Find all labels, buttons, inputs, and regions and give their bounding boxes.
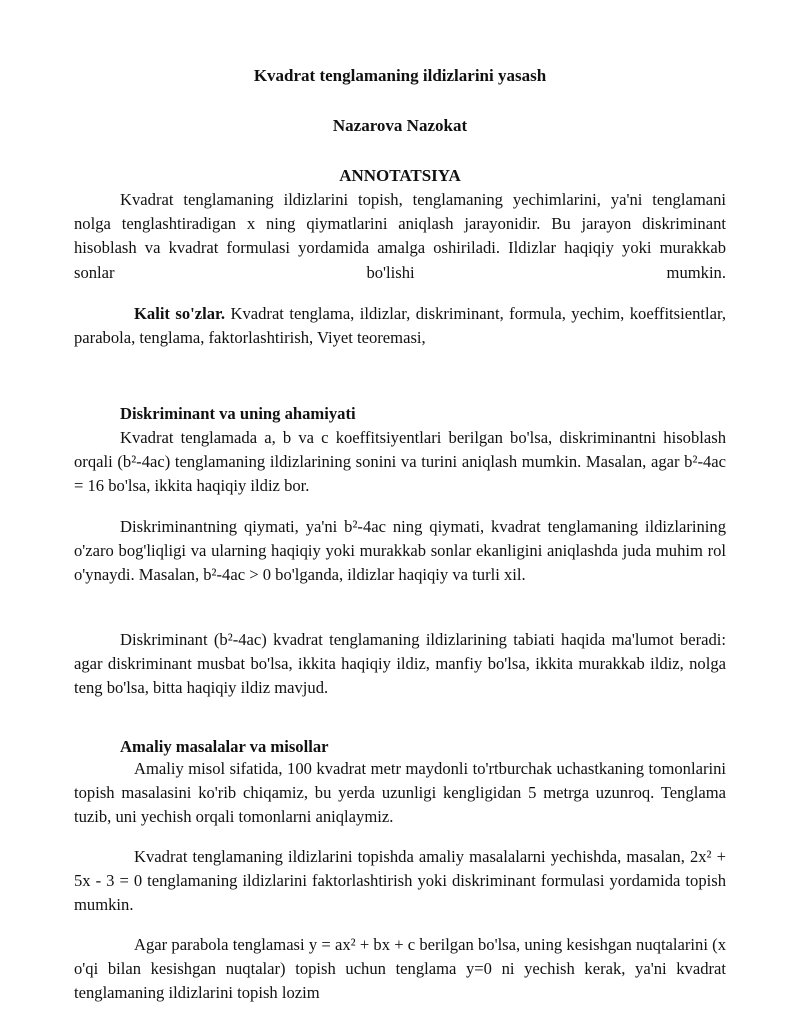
section-paragraph: Kvadrat tenglamaning ildizlarini topishda amaliy masalalarni yechishda, masalan, 2x² + 5x - 3 = 0 tenglamaning ildizlarini faktorlashtirish yoki diskriminant formulasi yordamida topish mumkin. bbox=[74, 847, 726, 915]
author-name: Nazarova Nazokat bbox=[332, 116, 468, 135]
section-paragraph: Amaliy misol sifatida, 100 kvadrat metr maydonli to'rtburchak uchastkaning tomonlarini topish masalasini ko'rib chiqamiz, bu yerda uzunligi kengligidan 5 metrga uzunroq. Tenglama tuzib, uni yechish orqali tomonlarni aniqlaymiz. bbox=[74, 759, 726, 827]
keywords-paragraph bbox=[74, 302, 726, 350]
keywords-text: Kvadrat tenglama, ildizlar, diskriminant, formula, yechim, koeffitsientlar, parabola, tenglama, faktorlashtirish, Viyet teoremasi, bbox=[74, 304, 726, 348]
annotation-paragraph: Kvadrat tenglamaning ildizlarini topish, tenglamaning yechimlarini, ya'ni tenglamani nolga tenglashtiradigan x ning qiymatlarini aniqlash jarayonidir. Bu jarayon diskriminant hisoblash va kvadrat formulasi yordamida amalga oshiriladi. Ildizlar haqiqiy yoki murakkab sonlar bo'lishi mumkin. bbox=[74, 190, 726, 282]
document-title: Kvadrat tenglamaning ildizlarini yasash bbox=[253, 66, 547, 85]
keywords-label: Kalit so'zlar. bbox=[134, 304, 226, 323]
annotation-heading: ANNOTATSIYA bbox=[339, 166, 461, 185]
section-paragraph: Kvadrat tenglamada a, b va c koeffitsiyentlari berilgan bo'lsa, diskriminantni hisoblash orqali (b²-4ac) tenglamaning ildizlarining sonini va turini aniqlash mumkin. Masalan, agar b²-4ac = 16 bo'lsa, ikkita haqiqiy ildiz bor. bbox=[74, 428, 726, 496]
section-heading: Diskriminant va uning ahamiyati bbox=[120, 404, 356, 423]
section-paragraph: Diskriminantning qiymati, ya'ni b²-4ac ning qiymati, kvadrat tenglamaning ildizlarining o'zaro bog'liqligi va ularning haqiqiy yoki murakkab sonlar ekanligini aniqlashda juda muhim rol o'ynaydi. Masalan, b²-4ac > 0 bo'lganda, ildizlar haqiqiy va turli xil. bbox=[74, 517, 726, 585]
section-paragraph: Agar parabola tenglamasi y = ax² + bx + c berilgan bo'lsa, uning kesishgan nuqtalarini (x o'qi bilan kesishgan nuqtalar) topish uchun tenglama y=0 ni yechish kerak, ya'ni kvadrat tenglamaning ildizlarini topish lozim bbox=[74, 935, 726, 1003]
section-paragraph: Diskriminant (b²-4ac) kvadrat tenglamaning ildizlarining tabiati haqida ma'lumot beradi: agar diskriminant musbat bo'lsa, ikkita haqiqiy ildiz, manfiy bo'lsa, ikkita murakkab ildiz, nolga teng bo'lsa, bitta haqiqiy ildiz mavjud. bbox=[74, 630, 726, 698]
section-heading: Amaliy masalalar va misollar bbox=[120, 737, 329, 756]
